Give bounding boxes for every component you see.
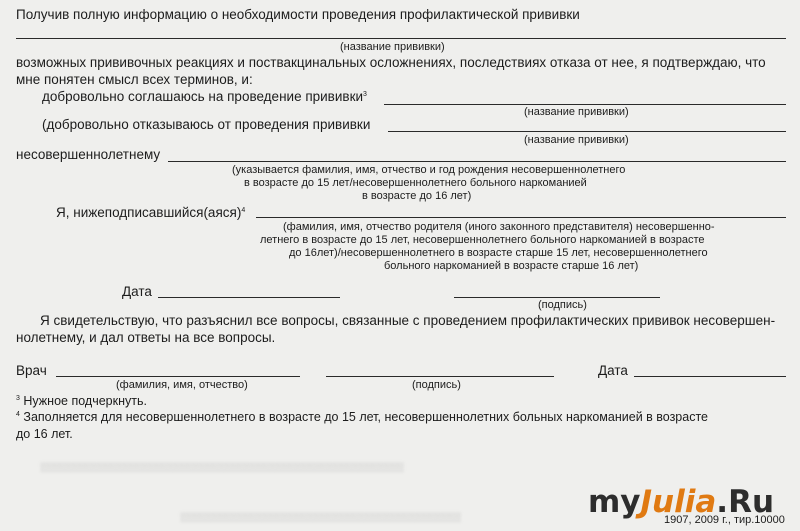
refuse-line [388,131,786,132]
doctor-label: Врач [16,363,47,378]
minor-caption-2: в возрасте до 15 лет/несовершеннолетнего больного наркоманией [244,177,587,189]
parent-caption-1: (фамилия, имя, отчество родителя (иного законного представителя) несовершенно- [283,221,715,233]
date-label-1: Дата [122,284,152,299]
blurred-printer-imprint: ░░░░░░░░░░░░░░░░░░░░░░░░░░░░░░░░░░░░░░░░░░░░ [180,512,461,522]
intro-text: Получив полную информацию о необходимости проведения профилактической прививки [16,7,580,22]
parent-caption-2: летнего в возрасте до 15 лет, несовершеннолетнего больного наркоманией в возрасте [260,234,705,246]
bleed-through-text: ░░░░░░░░░░░░░░░░░░░░░░░░░░░░░░░░░░░░░░░░░░░░░░░░░░░░░░░░░ [40,462,404,472]
minor-line [168,161,786,162]
reactions-text: возможных прививочных реакциях и поствакцинальных осложнениях, последствиях отказа от нее, я подтверждаю, что [16,55,766,70]
vaccine-name-caption-3: (название прививки) [524,134,629,146]
certify-text-1: Я свидетельствую, что разъяснил все вопросы, связанные с проведением профилактических прививок несовершен- [40,313,776,328]
understood-text: мне понятен смысл всех терминов, и: [16,72,253,87]
consent-text: добровольно соглашаюсь на проведение прививки$^3$ [42,89,367,104]
date-line-1 [158,297,340,298]
imprint-text: 1907, 2009 г., тир.10000 [664,514,785,526]
footnote-4-line-1: $^4$ Заполняется для несовершеннолетнего в возрасте до 15 лет, несовершеннолетних больных наркоманией в возрасте [16,410,708,424]
undersigned-text: Я, нижеподписавшийся(аяся)$^4$ [56,205,246,220]
footnote-4-line-2: до 16 лет. [16,427,73,441]
signature-caption-1: (подпись) [538,299,587,311]
minor-caption-1: (указывается фамилия, имя, отчество и год рождения несовершеннолетнего [232,164,626,176]
signature-line-1 [454,297,660,298]
minor-caption-3: в возрасте до 16 лет) [362,190,472,202]
minor-text: несовершеннолетнему [16,147,161,162]
parent-caption-4: больного наркоманией в возрасте старше 16 лет) [384,260,639,272]
refuse-text: (добровольно отказываюсь от проведения прививки [42,117,371,132]
date-line-2 [634,376,786,377]
footnote-3: $^3$ Нужное подчеркнуть. [16,394,147,408]
consent-line [384,104,786,105]
doctor-fio-caption: (фамилия, имя, отчество) [116,379,248,391]
undersigned-line [256,217,786,218]
doctor-signature-line [326,376,554,377]
vaccine-name-caption-2: (название прививки) [524,106,629,118]
certify-text-2: нолетнему, и дал ответы на все вопросы. [16,330,276,345]
myjulia-watermark: myJulia.Ru [588,484,775,520]
doctor-name-line [56,376,300,377]
vaccine-name-line-1 [16,38,786,39]
vaccine-name-caption-1: (название прививки) [340,41,445,53]
date-label-2: Дата [598,363,628,378]
signature-caption-2: (подпись) [412,379,461,391]
parent-caption-3: до 16лет)/несовершеннолетнего в возрасте старше 15 лет, несовершеннолетнего [289,247,708,259]
